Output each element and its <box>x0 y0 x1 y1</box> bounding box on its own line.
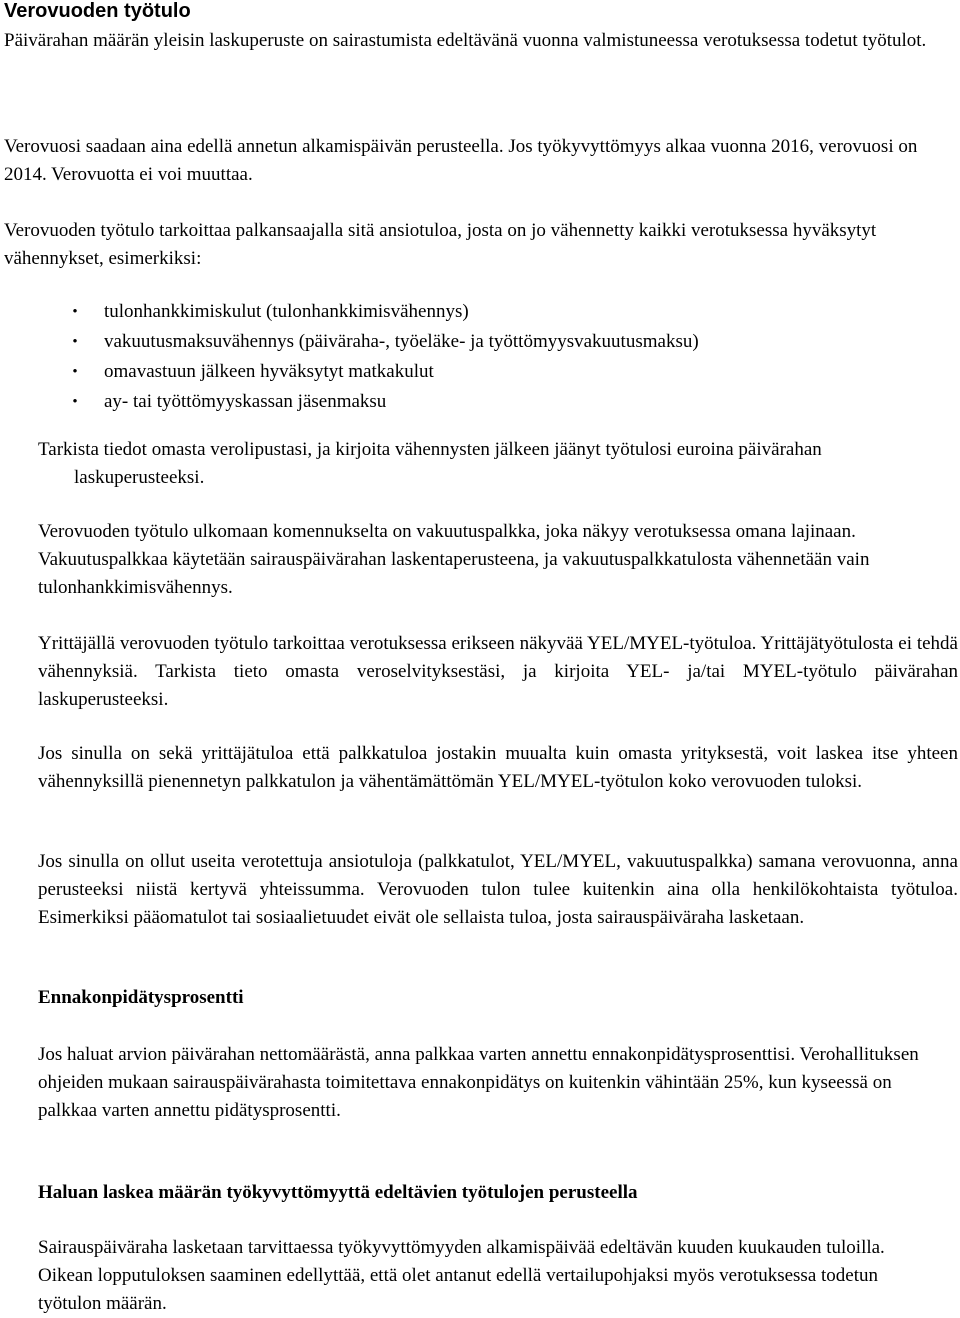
bullet-icon: • <box>72 334 78 350</box>
section-heading-before-incapacity: Haluan laskea määrän työkyvyttömyyttä edeltävien työtulojen perusteella <box>38 1182 638 1203</box>
paragraph-before-incapacity: Sairauspäiväraha lasketaan tarvittaessa työkyvyttömyyden alkamispäivää edeltävän kuuden kuukauden tuloilla. Oikean lopputuloksen saaminen edellyttää, että olet antanut edellä vertailupohjaksi myös verotuksessa todetun työtulon määrän. <box>38 1237 885 1314</box>
paragraph-definition: Verovuoden työtulo tarkoittaa palkansaajalla sitä ansiotuloa, josta on jo vähennetty kaikki verotuksessa hyväksytyt vähennykset, esimerkiksi: <box>4 220 877 269</box>
bullet-icon: • <box>72 364 78 380</box>
deductions-list <box>72 297 944 417</box>
list-item <box>72 387 944 417</box>
paragraph-entrepreneur: Yrittäjällä verovuoden työtulo tarkoittaa verotuksessa erikseen näkyvää YEL/MYEL-työtuloa. Yrittäjätyötulosta ei tehdä vähennyksiä. Tarkista tieto omasta veroselvityksestäsi, ja kirjoita YEL- ja/tai MYEL-työtulo päivärahan laskuperusteeksi. <box>38 633 958 710</box>
paragraph-mixed-income: Jos sinulla on sekä yrittäjätuloa että palkkatuloa jostakin muualta kuin omasta yrityksestä, voit laskea itse yhteen vähennyksillä pienennetyn palkkatulon ja vähentämättömän YEL/MYEL-työtulon koko verovuoden tuloksi. <box>38 743 958 792</box>
bullet-icon: • <box>72 394 78 410</box>
paragraph-withholding: Jos haluat arvion päivärahan nettomäärästä, anna palkkaa varten annettu ennakonpidätysprosenttisi. Verohallituksen ohjeiden mukaan sairauspäivärahasta toimitettava ennakonpidätys on kuitenkin vähintään 25%, kun kyseessä on palkkaa varten annettu pidätysprosentti. <box>38 1044 919 1121</box>
list-item <box>72 357 944 387</box>
page-title: Verovuoden työtulo <box>4 0 191 22</box>
list-item-text: vakuutusmaksuvähennys (päiväraha-, työeläke- ja työttömyysvakuutusmaksu) <box>104 331 699 352</box>
paragraph-tax-year: Verovuosi saadaan aina edellä annetun alkamispäivän perusteella. Jos työkyvyttömyys alkaa vuonna 2016, verovuosi on 2014. Verovuotta ei voi muuttaa. <box>4 136 918 185</box>
list-item-text: ay- tai työttömyyskassan jäsenmaksu <box>104 391 387 412</box>
paragraph-foreign-assignment: Verovuoden työtulo ulkomaan komennukselta on vakuutuspalkka, joka näkyy verotuksessa omana lajinaan. Vakuutuspalkkaa käytetään sairauspäivärahan laskentaperusteena, ja vakuutuspalkkatulosta vähennetään vain tulonhankkimisvähennys. <box>38 521 870 598</box>
list-item <box>72 327 944 357</box>
paragraph-check-tax-card: Tarkista tiedot omasta verolipustasi, ja kirjoita vähennysten jälkeen jäänyt työtulosi euroina päivärahan laskuperusteeksi. <box>38 439 822 488</box>
bullet-icon: • <box>72 304 78 320</box>
paragraph-basis: Päivärahan määrän yleisin laskuperuste on sairastumista edeltävänä vuonna valmistuneessa verotuksessa todetut työtulot. <box>4 30 927 51</box>
list-item <box>72 297 944 327</box>
section-heading-withholding: Ennakonpidätysprosentti <box>38 987 244 1008</box>
paragraph-multiple-incomes: Jos sinulla on ollut useita verotettuja ansiotuloja (palkkatulot, YEL/MYEL, vakuutuspalkka) samana verovuonna, anna perusteeksi niistä kertyvä yhteissumma. Verovuoden tulon tulee kuitenkin aina olla henkilökohtaista työtuloa. Esimerkiksi pääomatulot tai sosiaalietuudet eivät ole sellaista tuloa, josta sairauspäiväraha lasketaan. <box>38 851 958 928</box>
list-item-text: tulonhankkimiskulut (tulonhankkimisvähennys) <box>104 301 469 322</box>
list-item-text: omavastuun jälkeen hyväksytyt matkakulut <box>104 361 434 382</box>
